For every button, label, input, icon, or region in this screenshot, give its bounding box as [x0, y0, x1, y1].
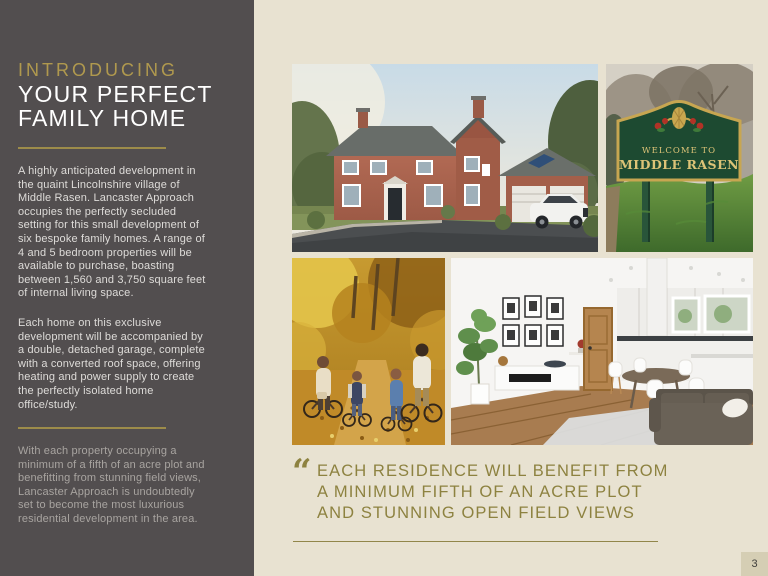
sofa — [649, 389, 753, 445]
autumn-bike-ride-photo — [292, 258, 445, 445]
sign-text-village-name: MIDDLE RASEN — [618, 157, 740, 172]
kitchen-interior-photo — [451, 258, 753, 445]
house-exterior-photo — [292, 64, 598, 252]
intro-paragraph-3: With each property occupying a minimum of a fifth of an acre plot and benefitting from stunning field views, Lancaster Approach is undoubtedly set to become the most luxurious residential development in the area. — [18, 445, 205, 526]
intro-paragraph-1: A highly anticipated development in the quaint Lincolnshire village of Middle Rasen. Lancaster Approach occupies the perfectly secluded setting for this small development of six bespoke family homes. A range of 4 and 5 bedroom properties will be available to purchase, boasting between 1,560 and 3,750 square feet of internal living space. — [18, 165, 206, 300]
open-quote-icon: “ — [292, 452, 310, 492]
sign-text-welcome: WELCOME TO — [641, 146, 717, 156]
kitchen-interior-illustration — [451, 258, 753, 445]
quote-divider — [293, 541, 658, 542]
pull-quote-text — [317, 461, 692, 524]
intro-paragraph-2: Each home on this exclusive development will be accompanied by a double, detached garage, complete with a converted roof space, offering heating and power supply to create the perfectly isolated home office/study. — [18, 316, 205, 411]
title-divider — [18, 147, 166, 149]
paragraph-divider — [18, 427, 166, 429]
pull-quote-line-3: AND STUNNING OPEN FIELD VIEWS — [317, 504, 635, 522]
page-number-badge — [741, 552, 768, 576]
front-door — [382, 176, 408, 220]
house-exterior-illustration — [292, 64, 598, 252]
village-sign-illustration — [606, 64, 753, 252]
pull-quote — [292, 452, 692, 524]
pull-quote-line-1: EACH RESIDENCE WILL BENEFIT FROM — [317, 462, 669, 480]
eyebrow-heading: INTRODUCING — [18, 60, 178, 80]
page-number: 3 — [751, 558, 758, 570]
page-title-line-2: FAMILY HOME — [18, 105, 187, 131]
autumn-bike-ride-illustration — [292, 258, 445, 445]
pull-quote-line-2: A MINIMUM FIFTH OF AN ACRE PLOT — [317, 483, 643, 501]
page-title-line-1: YOUR PERFECT — [18, 81, 213, 107]
intro-sidebar — [0, 0, 254, 576]
village-sign-photo — [606, 64, 753, 252]
wooden-door — [584, 308, 612, 390]
